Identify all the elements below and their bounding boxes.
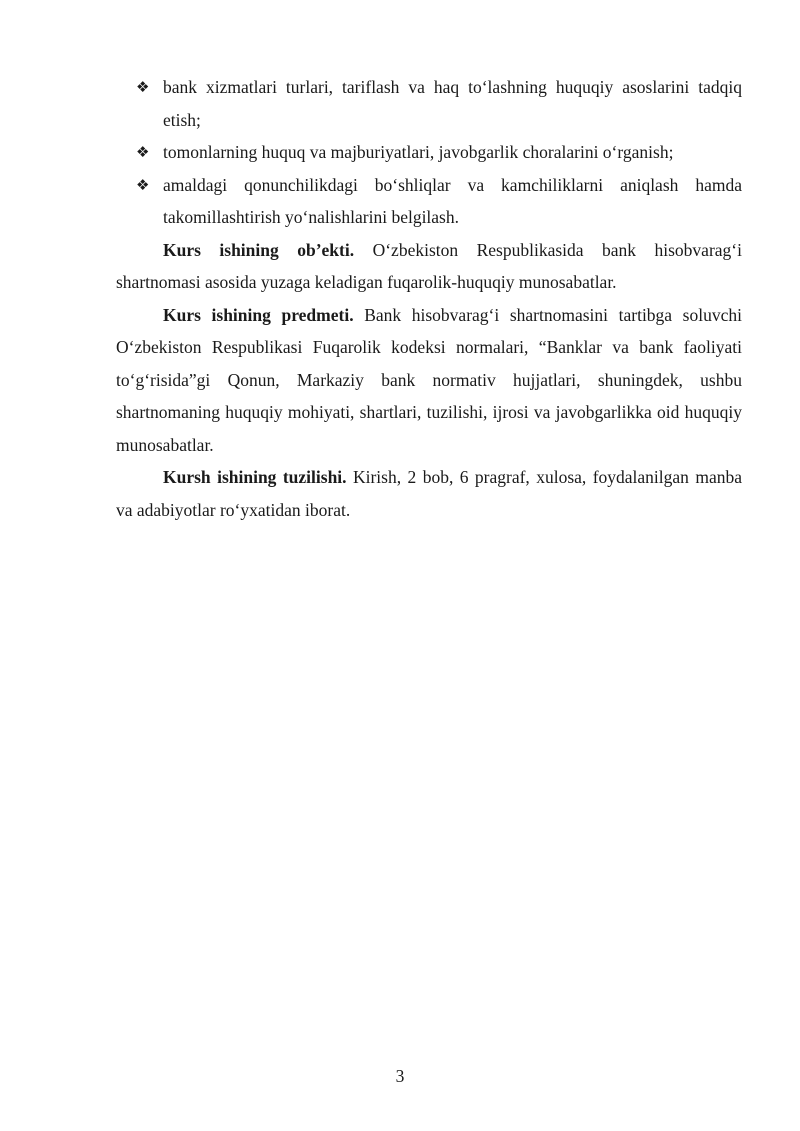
page-number: 3	[395, 1066, 405, 1086]
four-diamond-icon: ❖	[136, 175, 150, 194]
paragraph-heading: Kursh ishining tuzilishi.	[163, 467, 347, 487]
bullet-item-2	[136, 136, 742, 169]
four-diamond-icon: ❖	[136, 143, 150, 161]
paragraph-text: Bank hisobvarag‘i shartnomasini tartibga soluvchi O‘zbekiston Respublikasi Fuqarolik kodeksi normalari, “Banklar va bank faoliyati to‘g‘risida”gi Qonun, Markaziy bank normativ hujjatlari, shuningdek, ushbu shartnomaning huquqiy mohiyati, shartlari, tuzilishi, ijrosi va javobgarlikka oid huquqiy munosabatlar.	[116, 304, 742, 455]
bullet-item-3	[136, 169, 742, 234]
bullet-text: tomonlarning huquq va majburiyatlari, javobgarlik choralarini o‘rganish;	[163, 142, 674, 162]
paragraph-subject	[116, 299, 742, 462]
bullet-text: bank xizmatlari turlari, tariflash va haq to‘lashning huquqiy asoslarini tadqiq etish;	[163, 77, 742, 130]
paragraph-heading: Kurs ishining predmeti.	[163, 304, 354, 325]
paragraph-text: O‘zbekiston Respublikasida bank hisobvarag‘i shartnomasi asosida yuzaga keladigan fuqarolik-huquqiy munosabatlar.	[116, 239, 742, 292]
bullet-text: amaldagi qonunchilikdagi bo‘shliqlar va kamchiliklarni aniqlash hamda takomillashtirish yo‘nalishlarini belgilash.	[163, 174, 742, 227]
four-diamond-icon: ❖	[136, 78, 150, 96]
paragraph-heading: Kurs ishining ob’ekti.	[163, 239, 355, 260]
paragraph-structure	[116, 461, 742, 526]
bullet-item-1	[136, 71, 742, 136]
paragraph-object	[116, 234, 742, 299]
page-content	[116, 71, 742, 526]
paragraph-text: Kirish, 2 bob, 6 pragraf, xulosa, foydalanilgan manba va adabiyotlar ro‘yxatidan iborat.	[116, 467, 742, 520]
